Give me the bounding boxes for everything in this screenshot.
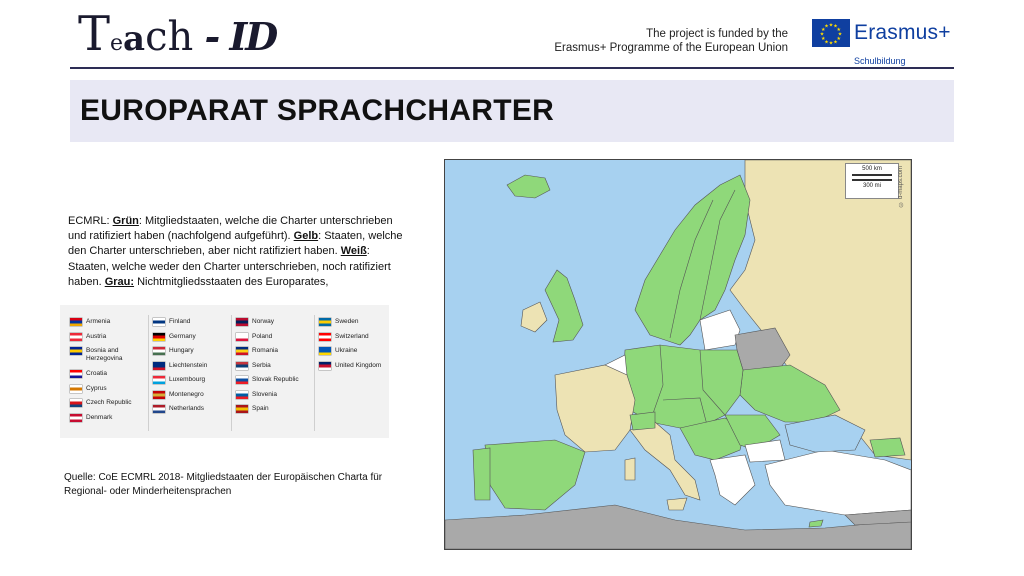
svg-text:★: ★: [820, 36, 826, 42]
desc-part: : Mitgliedstaaten, welche die Charter unterschrieben und ratifiziert haben (nachfolgend aufgeführt).: [68, 215, 393, 243]
country-flag-icon: [153, 362, 165, 370]
country-name: Germany: [169, 332, 196, 340]
svg-text:★: ★: [824, 23, 829, 30]
legend-country: [319, 362, 381, 377]
country-name: Norway: [252, 318, 275, 325]
country-name: Spain: [252, 405, 269, 412]
scale-bar: [852, 179, 892, 181]
legend-country: [70, 385, 144, 400]
country-name: United Kingdom: [335, 361, 382, 369]
svg-text:★: ★: [824, 39, 829, 46]
legend-country: [153, 362, 207, 377]
header-divider: [70, 67, 954, 69]
description-text: [68, 214, 404, 290]
legend-country: [153, 376, 207, 391]
svg-text:★: ★: [837, 31, 843, 38]
europe-map: [444, 159, 912, 550]
map-iceland: [507, 175, 550, 198]
country-name: Sweden: [335, 318, 359, 325]
green-label: Grün: [112, 215, 139, 227]
map-portugal: [473, 448, 490, 500]
map-cyprus: [809, 520, 823, 527]
country-name: Armenia: [86, 318, 111, 325]
country-name: Croatia: [86, 370, 107, 377]
country-flag-icon: [70, 333, 82, 341]
funding-line-1: The project is funded by the: [646, 28, 788, 40]
legend-column: [319, 318, 381, 376]
country-name: Cyprus: [86, 384, 107, 392]
legend-country: [153, 318, 207, 333]
map-sardinia: [625, 458, 635, 480]
legend-country: [319, 347, 381, 362]
funding-line-2: Erasmus+ Programme of the European Union: [554, 42, 788, 54]
country-flag-icon: [70, 414, 82, 422]
legend-country: [319, 318, 381, 333]
country-flag-icon: [319, 318, 331, 326]
logo-part: ch: [145, 14, 194, 60]
svg-text:★: ★: [833, 39, 838, 46]
legend-country: [236, 362, 299, 377]
svg-text:★: ★: [836, 36, 842, 42]
country-name: Czech Republic: [86, 399, 132, 406]
legend-country: [236, 333, 299, 348]
svg-text:★: ★: [828, 22, 834, 29]
legend-separator: [314, 315, 315, 431]
logo-part: T: [78, 6, 111, 62]
map-ireland: [521, 302, 547, 332]
country-flag-icon: [236, 405, 248, 413]
country-flag-icon: [319, 362, 331, 370]
legend-country: [236, 405, 299, 420]
country-flag-icon: [153, 318, 165, 326]
country-flag-icon: [153, 391, 165, 399]
country-name: Romania: [252, 347, 279, 354]
svg-text:★: ★: [836, 27, 842, 33]
erasmus-subtitle: Schulbildung: [854, 56, 906, 66]
eu-flag-icon: [812, 19, 850, 47]
desc-part: ECMRL:: [68, 215, 113, 227]
country-name: Switzerland: [335, 332, 369, 340]
white-label: Weiß: [340, 245, 367, 258]
map-uk: [545, 270, 583, 342]
country-flag-icon: [236, 333, 248, 341]
map-spain: [485, 440, 585, 510]
map-scale: [845, 163, 899, 199]
legend-country: [236, 347, 299, 362]
country-flag-icon: [153, 405, 165, 413]
legend-column: [153, 318, 207, 420]
legend-separator: [231, 315, 232, 431]
country-name: Slovak Republic: [252, 376, 299, 383]
legend-column: [236, 318, 299, 420]
erasmus-logo-text: Erasmus+: [854, 21, 951, 44]
map-sicily: [667, 498, 687, 510]
country-name: Poland: [252, 332, 273, 340]
legend-country: [70, 347, 144, 370]
country-flag-icon: [153, 376, 165, 384]
svg-text:★: ★: [833, 23, 838, 30]
legend-country: [70, 414, 144, 429]
svg-text:★: ★: [820, 27, 826, 33]
country-flag-icon: [70, 347, 82, 355]
legend-country: [70, 370, 144, 385]
legend-country: [153, 391, 207, 406]
country-name: Finland: [169, 318, 191, 325]
desc-part: Nichtmitgliedsstaaten des Europarates,: [134, 275, 329, 288]
legend-separator: [148, 315, 149, 431]
country-name: Ukraine: [335, 347, 358, 354]
country-name: Luxembourg: [169, 376, 206, 383]
country-name: Denmark: [86, 413, 113, 421]
desc-part: : Staaten, welche den Charter unterschrieben, aber nicht ratifiziert haben.: [68, 230, 403, 258]
title-band: [70, 80, 954, 142]
logo-part: a: [123, 19, 146, 59]
country-flag-icon: [319, 347, 331, 355]
svg-text:★: ★: [819, 31, 825, 38]
legend-country: [153, 347, 207, 362]
legend-country: [236, 391, 299, 406]
country-flag-icon: [70, 370, 82, 378]
map-switzerland: [630, 412, 655, 430]
slide-title: EUROPARAT SPRACHCHARTER: [80, 94, 555, 127]
country-flag-icon: [236, 362, 248, 370]
legend-country: [319, 333, 381, 348]
scale-mi: 300 mi: [862, 183, 881, 189]
country-flag-icon: [70, 318, 82, 326]
logo-part: e: [110, 31, 124, 56]
europe-map-svg: [445, 160, 911, 549]
legend-country: [236, 318, 299, 333]
source-citation: Quelle: CoE ECMRL 2018- Mitgliedstaaten der Europäischen Charta für Regional- oder Minderheitensprachen: [64, 472, 383, 497]
map-france: [555, 365, 635, 452]
map-turkey: [765, 450, 911, 515]
country-flag-icon: [153, 333, 165, 341]
country-flag-icon: [236, 318, 248, 326]
legend-country: [153, 333, 207, 348]
map-credit: © d-maps.com: [898, 166, 904, 207]
yellow-label: Gelb: [293, 230, 319, 243]
country-name: Serbia: [252, 361, 271, 369]
country-name: Montenegro: [169, 390, 204, 398]
legend-country: [70, 318, 144, 333]
country-name: Hungary: [169, 347, 194, 354]
scale-bar: [852, 174, 892, 176]
legend-country: [236, 376, 299, 391]
desc-part: : Staaten, welche weder den Charter unterschrieben, noch ratifiziert haben.: [68, 245, 391, 288]
svg-text:★: ★: [828, 40, 834, 47]
grey-label: Grau:: [104, 275, 135, 288]
country-name: Netherlands: [169, 405, 205, 412]
legend-country: [70, 399, 144, 414]
country-name: Slovenia: [252, 390, 277, 398]
country-name: Liechtenstein: [169, 361, 208, 369]
teach-id-logo: [78, 6, 276, 62]
scale-km: 500 km: [862, 166, 882, 172]
logo-part: - ID: [193, 14, 277, 59]
country-flag-icon: [319, 333, 331, 341]
country-flag-icon: [236, 391, 248, 399]
country-flag-icon: [153, 347, 165, 355]
funding-note: [554, 27, 788, 55]
member-states-legend: [60, 305, 389, 438]
map-greece: [710, 455, 755, 505]
country-flag-icon: [236, 347, 248, 355]
legend-country: [70, 333, 144, 348]
legend-column: [70, 318, 144, 428]
country-flag-icon: [70, 399, 82, 407]
map-caucasus: [870, 438, 905, 457]
country-name: Austria: [86, 332, 107, 340]
country-flag-icon: [70, 385, 82, 393]
country-name: Bosnia and Herzegovina: [86, 347, 123, 362]
legend-country: [153, 405, 207, 420]
country-flag-icon: [236, 376, 248, 384]
